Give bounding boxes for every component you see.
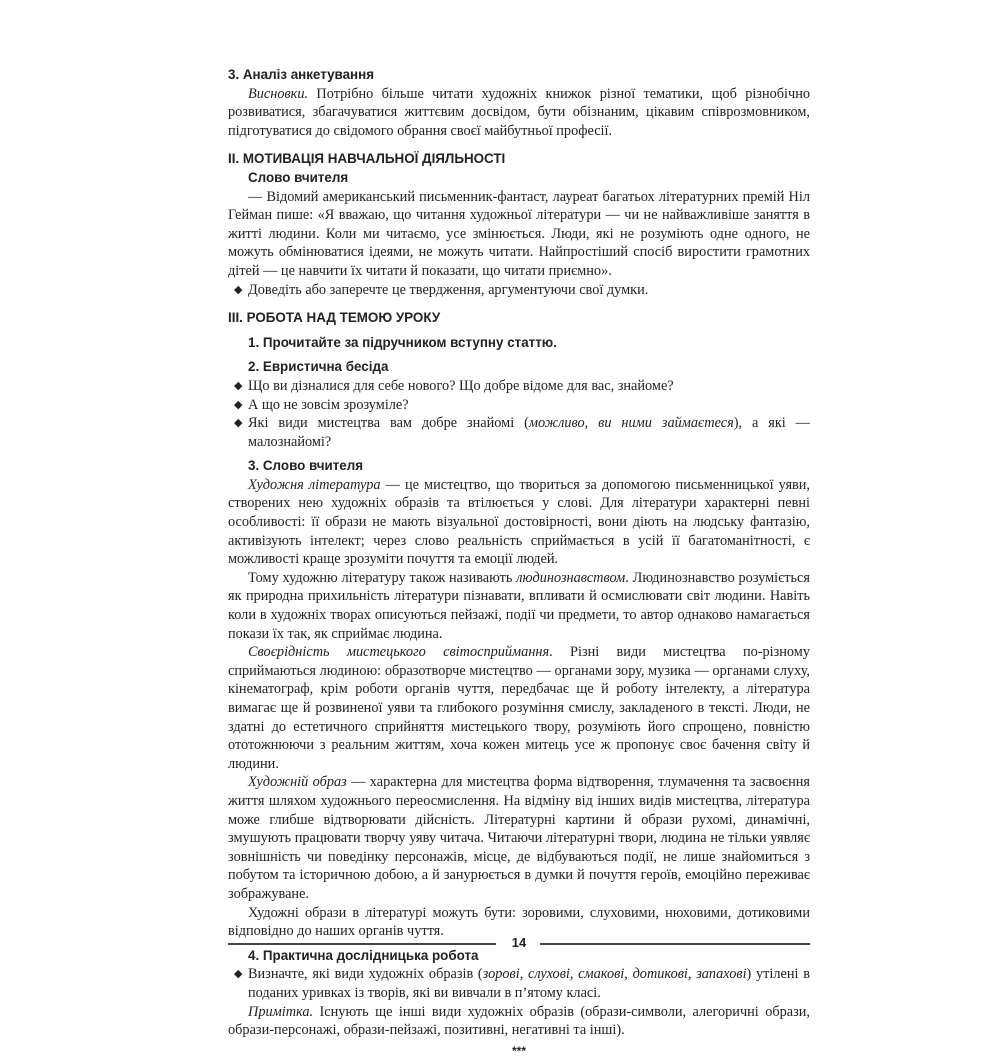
perception-paragraph: Своєрідність мистецького світосприймання. Різні види мистецтва по-різному сприймаються людиною: образотворче мистецтво — органами зору, музика — органами слуху, кінематограф, крім роботи органів чуття, передбачає ще й роботу інтелекту, а література вимагає ще й розвиненої уяви та глибокого розуміння смислу, закладеного в тексті. Люди, не здатні до естетичного сприйняття мистецького твору, розуміють його спрощено, повністю ототожнюючи з реальним життям, хоча кожен митець усе ж пропонує своє бачення світу й людини.: [228, 644, 810, 772]
section-heading-lesson-topic: ІІІ. РОБОТА НАД ТЕМОЮ УРОКУ: [228, 310, 441, 326]
question-bullet-2: ◆ А що не зовсім зрозуміле?: [234, 396, 409, 413]
human-studies-paragraph: Тому художню літературу також називають людинознавством. Людинознавство розуміється як природна прихильність літератури пізнавати, впливати й осмислювати світ людини. Навіть коли в художніх творах описуються пейзажі, події чи предмети, то автор однаково намагається покази їх так, як сприймає людина.: [228, 569, 810, 642]
task-bullet: ◆ Доведіть або заперечте це твердження, аргументуючи свої думки.: [234, 281, 649, 298]
conclusions-label: Висновки.: [248, 85, 309, 102]
diamond-bullet-icon: ◆: [234, 283, 243, 296]
term-artistic-image: Художній образ: [248, 774, 347, 791]
section-heading-motivation: ІІ. МОТИВАЦІЯ НАВЧАЛЬНОЇ ДІЯЛЬНОСТІ: [228, 151, 506, 167]
note-paragraph: Примітка. Існують ще інші види художніх образів (образи-символи, алегоричні образи, образи-персонажі, образи-пейзажі, позитивні, негативні та інші).: [228, 1003, 810, 1039]
research-task-bullet: ◆ Визначте, які види художніх образів (зорові, слухові, смакові, дотикові, запахові) утілені в поданих уривках із творів, які ви вивчали в п’ятому класі.: [234, 966, 810, 1001]
question-bullet-3: ◆ Які види мистецтва вам добре знайомі (можливо, ви ними займаєтеся), а які — малознайомі?: [234, 415, 810, 450]
diamond-bullet-icon: ◆: [234, 417, 243, 430]
item-practical-research: 4. Практична дослідницька робота: [248, 947, 479, 963]
term-perception: Своєрідність мистецького світосприймання: [248, 644, 550, 661]
diamond-bullet-icon: ◆: [234, 968, 243, 981]
page-footer: [228, 935, 810, 953]
term-human-studies: людинознавством: [516, 569, 626, 586]
conclusions-paragraph: Висновки. Потрібно більше читати художніх книжок різної тематики, щоб різнобічно розвиватися, збагачуватися життєвим досвідом, бути обізнаним, цікавим співрозмовником, підготуватися до свідомого обрання своєї майбутньої професії.: [228, 85, 810, 139]
page-content: [228, 66, 810, 1060]
item-heuristic-talk: 2. Евристична бесіда: [248, 359, 389, 375]
item-read-article: 1. Прочитайте за підручником вступну статтю.: [248, 334, 557, 350]
gaiman-quote-paragraph: — Відомий американський письменник-фантаст, лауреат багатьох літературних премій Ніл Гейман пише: «Я вважаю, що читання художньої літератури — чи не найважливіше заняття в житті людини. Коли ми читаємо, усе змінюється. Люди, які не розуміють одне одного, не можуть обмінюватися ідеями, не можуть читати. Найпростіший спосіб виростити грамотних дітей — це навчити їх читати й показати, що читати приємно».: [228, 188, 810, 279]
fiction-definition-paragraph: Художня література — це мистецтво, що твориться за допомогою письменницької уяви, створених нею художніх образів та втілюється у слові. Для літератури характерні певні особливості: її образи не мають візуальної достовірності, вони діють на людську фантазію, активізують інтелект; через слово реальність сприймається в усій її багатоманітності, є можливості краще зрозуміти почуття та емоції людей.: [228, 476, 810, 568]
term-fiction: Художня література: [248, 476, 381, 493]
image-types-paragraph: Художні образи в літературі можуть бути: зоровими, слуховими, нюховими, дотиковими відповідно до наших органів чуття.: [228, 904, 810, 940]
note-label: Примітка.: [248, 1003, 314, 1020]
item-teacher-word: 3. Слово вчителя: [248, 458, 364, 474]
section-heading-survey: 3. Аналіз анкетування: [228, 67, 375, 82]
artistic-image-paragraph: Художній образ — характерна для мистецтва форма відтворення, тлумачення та засвоєння життя шляхом художнього переосмислення. На відміну від інших видів мистецтва, література може глибше відтворювати дійсність. Літературні картини й образи рухомі, динамічні, змушують працювати творчу уяву читача. Читаючи літературні твори, людина не тільки уявляє зовнішність чи поведінку персонажів, місце, де відбуваються події, не лише знайомиться з побутом та історичною добою, а й занурюється в думки й почуття героїв, емоційно переживає зображуване.: [228, 774, 810, 902]
page-number: 14: [511, 935, 527, 950]
diamond-bullet-icon: ◆: [234, 379, 243, 392]
subheading-teacher-word: Слово вчителя: [248, 169, 349, 185]
footer-rule-right: [540, 943, 810, 945]
section-separator-stars: ***: [511, 1043, 526, 1058]
question-bullet-1: ◆ Що ви дізналися для себе нового? Що добре відоме для вас, знайоме?: [234, 377, 674, 394]
diamond-bullet-icon: ◆: [234, 398, 243, 411]
